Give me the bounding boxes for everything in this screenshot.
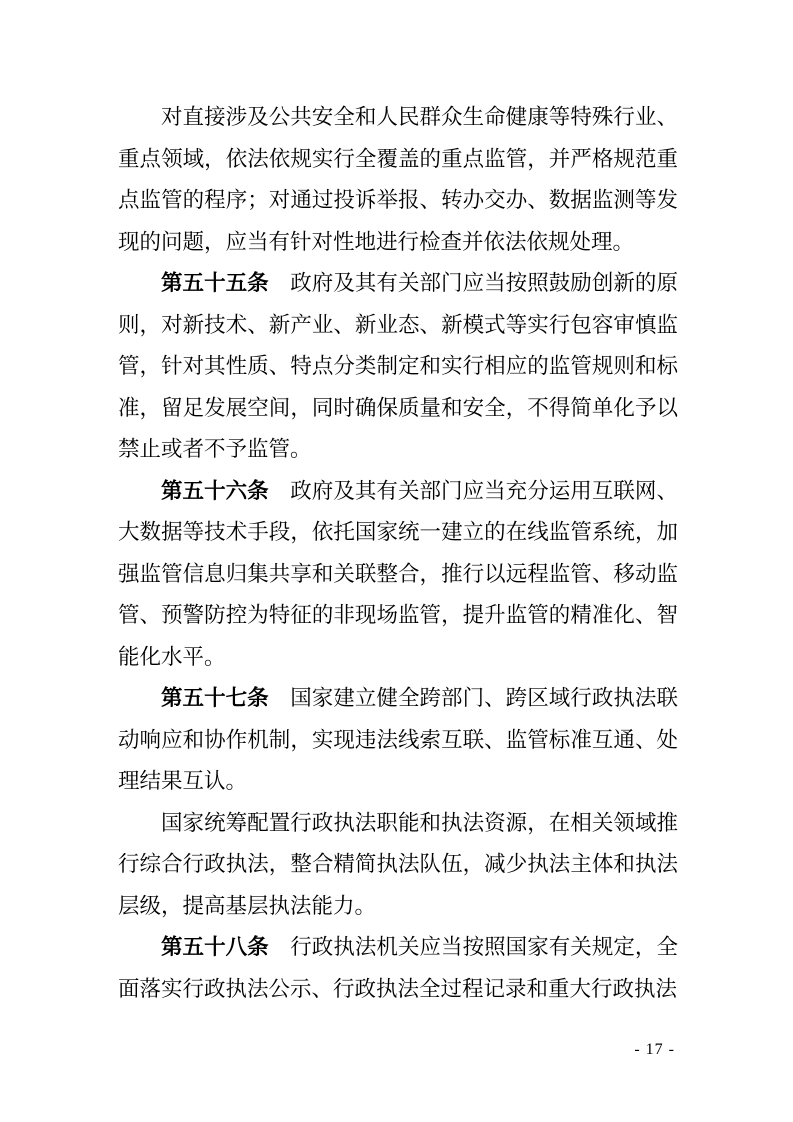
paragraph: 第五十五条 政府及其有关部门应当按照鼓励创新的原则，对新技术、新产业、新业态、新模式等实行包容审慎监管，针对其性质、特点分类制定和实行相应的监管规则和标准，留足发展空间，同时确保质量和安全，不得简单化予以禁止或者不予监管。 — [118, 271, 678, 461]
paragraph: 第五十八条 行政执法机关应当按照国家有关规定，全面落实行政执法公示、行政执法全过程记录和重大行政执法 — [118, 935, 678, 1001]
article-number-heading: 第五十五条 — [161, 271, 269, 295]
article-number-heading: 第五十八条 — [161, 935, 269, 959]
article-number-heading: 第五十七条 — [161, 686, 269, 710]
page-number: - 17 - — [634, 1041, 675, 1058]
paragraph: 国家统筹配置行政执法职能和执法资源，在相关领域推行综合行政执法，整合精简执法队伍，减少执法主体和执法层级，提高基层执法能力。 — [118, 810, 678, 918]
document-body — [118, 97, 678, 1010]
paragraph: 第五十七条 国家建立健全跨部门、跨区域行政执法联动响应和协作机制，实现违法线索互联、监管标准互通、处理结果互认。 — [118, 686, 678, 793]
paragraph: 对直接涉及公共安全和人民群众生命健康等特殊行业、重点领域，依法依规实行全覆盖的重点监管，并严格规范重点监管的程序；对通过投诉举报、转办交办、数据监测等发现的问题，应当有针对性地进行检查并依法依规处理。 — [118, 105, 678, 254]
article-number-heading: 第五十六条 — [161, 478, 269, 503]
paragraph: 第五十六条 政府及其有关部门应当充分运用互联网、大数据等技术手段，依托国家统一建立的在线监管系统，加强监管信息归集共享和关联整合，推行以远程监管、移动监管、预警防控为特征的非现场监管，提升监管的精准化、智能化水平。 — [118, 478, 678, 669]
